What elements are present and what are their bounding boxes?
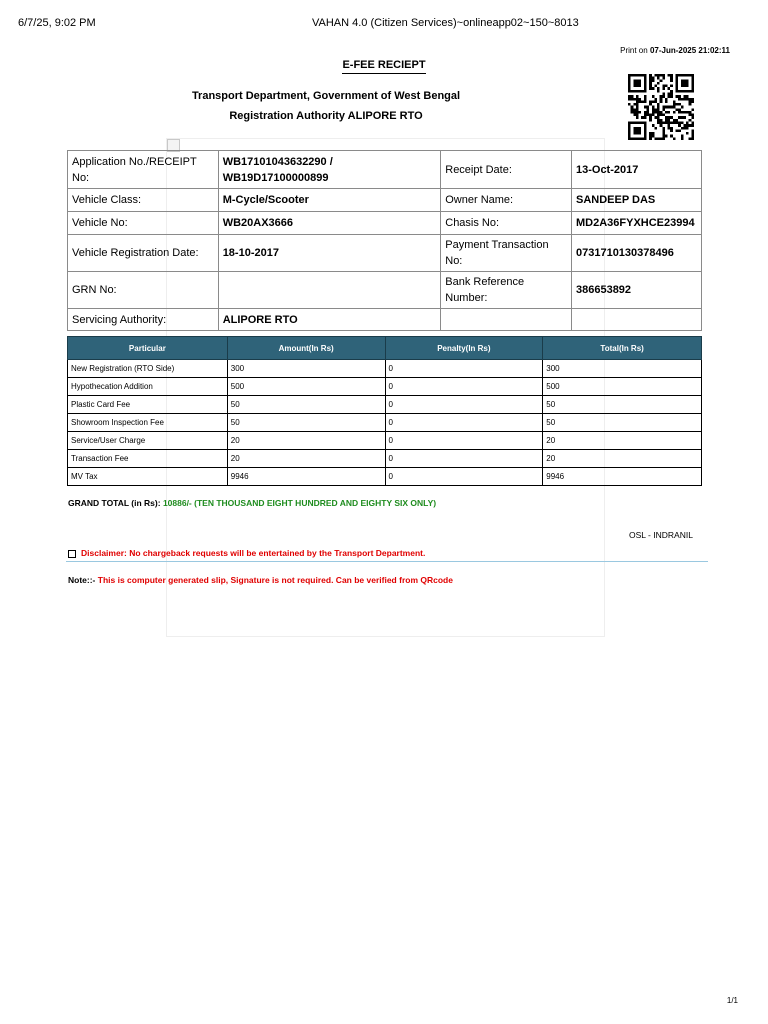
fee-total: 20: [543, 432, 702, 450]
vehicle-info-table: [67, 150, 702, 331]
header-amount: Amount(In Rs): [227, 337, 385, 360]
owner-name-label: Owner Name:: [441, 189, 572, 212]
checkbox-icon: [68, 550, 76, 558]
info-row: [68, 189, 702, 212]
fee-table: [67, 336, 702, 486]
qr-code-icon: [627, 74, 695, 140]
operator-label: OSL - INDRANIL: [629, 530, 693, 540]
vehicle-no-label: Vehicle No:: [68, 212, 219, 235]
fee-penalty: 0: [385, 378, 543, 396]
print-on-value: 07-Jun-2025 21:02:11: [649, 46, 730, 55]
print-on-label: Print on: [620, 46, 648, 55]
table-row: [68, 396, 702, 414]
header-total: Total(In Rs): [543, 337, 702, 360]
fee-particular: MV Tax: [68, 468, 228, 486]
browser-datetime: 6/7/25, 9:02 PM: [18, 17, 96, 29]
table-row: [68, 360, 702, 378]
registration-authority: Registration Authority ALIPORE RTO: [229, 110, 423, 122]
bank-reference-value: 386653892: [571, 272, 701, 309]
grand-total-value: 10886/- (TEN THOUSAND EIGHT HUNDRED AND EIGHTY SIX ONLY): [162, 498, 437, 508]
fee-penalty: 0: [385, 414, 543, 432]
fee-particular: New Registration (RTO Side): [68, 360, 228, 378]
fee-total: 300: [543, 360, 702, 378]
fee-total: 20: [543, 450, 702, 468]
fee-amount: 20: [227, 432, 385, 450]
bank-reference-label: Bank Reference Number:: [441, 272, 572, 309]
receipt-title: E-FEE RECIEPT: [0, 59, 768, 71]
vehicle-class-value: M-Cycle/Scooter: [218, 189, 441, 212]
fee-total: 500: [543, 378, 702, 396]
table-row: [68, 414, 702, 432]
department-name: Transport Department, Government of West Bengal: [191, 90, 461, 102]
chasis-no-label: Chasis No:: [441, 212, 572, 235]
receipt-date-value: 13-Oct-2017: [571, 151, 701, 189]
header-particular: Particular: [68, 337, 228, 360]
fee-penalty: 0: [385, 450, 543, 468]
fee-particular: Plastic Card Fee: [68, 396, 228, 414]
servicing-authority-label: Servicing Authority:: [68, 309, 219, 331]
vehicle-no-value: WB20AX3666: [218, 212, 441, 235]
payment-transaction-label: Payment Transaction No:: [441, 235, 572, 272]
table-row: [68, 450, 702, 468]
page-number: 1/1: [726, 996, 738, 1005]
fee-particular: Hypothecation Addition: [68, 378, 228, 396]
fee-total: 50: [543, 396, 702, 414]
table-row: [68, 468, 702, 486]
fee-particular: Transaction Fee: [68, 450, 228, 468]
disclaimer-text: Disclaimer: No chargeback requests will be entertained by the Transport Department.: [81, 548, 426, 558]
grn-no-label: GRN No:: [68, 272, 219, 309]
note-text: This is computer generated slip, Signature is not required. Can be verified from QRcode: [97, 575, 453, 585]
info-row: [68, 309, 702, 331]
note: [68, 575, 453, 585]
app-no-label: Application No./RECEIPT No:: [68, 151, 219, 189]
fee-amount: 20: [227, 450, 385, 468]
fee-table-header: [68, 337, 702, 360]
info-row: [68, 235, 702, 272]
header-penalty: Penalty(In Rs): [385, 337, 543, 360]
note-label: Note::-: [68, 575, 96, 585]
fee-amount: 50: [227, 414, 385, 432]
grn-no-value: [218, 272, 441, 309]
grand-total-label: GRAND TOTAL (in Rs):: [68, 498, 161, 508]
fee-penalty: 0: [385, 432, 543, 450]
fee-penalty: 0: [385, 360, 543, 378]
fee-total: 50: [543, 414, 702, 432]
fee-amount: 9946: [227, 468, 385, 486]
fee-amount: 50: [227, 396, 385, 414]
info-row: [68, 212, 702, 235]
payment-transaction-value: 0731710130378496: [571, 235, 701, 272]
receipt-date-label: Receipt Date:: [441, 151, 572, 189]
owner-name-value: SANDEEP DAS: [571, 189, 701, 212]
table-row: [68, 432, 702, 450]
divider: [66, 561, 708, 562]
print-on: [620, 46, 730, 55]
fee-total: 9946: [543, 468, 702, 486]
disclaimer: [68, 548, 425, 558]
vehicle-class-label: Vehicle Class:: [68, 189, 219, 212]
fee-particular: Showroom Inspection Fee: [68, 414, 228, 432]
info-row: [68, 151, 702, 189]
servicing-authority-value: ALIPORE RTO: [218, 309, 441, 331]
grand-total: [68, 498, 436, 508]
fee-amount: 500: [227, 378, 385, 396]
chasis-no-value: MD2A36FYXHCE23994: [571, 212, 701, 235]
table-row: [68, 378, 702, 396]
fee-penalty: 0: [385, 396, 543, 414]
reg-date-label: Vehicle Registration Date:: [68, 235, 219, 272]
browser-page-title: VAHAN 4.0 (Citizen Services)~onlineapp02~150~8013: [312, 17, 579, 29]
app-no-value: WB17101043632290 / WB19D17100000899: [218, 151, 441, 189]
empty-cell: [571, 309, 701, 331]
fee-amount: 300: [227, 360, 385, 378]
reg-date-value: 18-10-2017: [218, 235, 441, 272]
fee-penalty: 0: [385, 468, 543, 486]
fee-particular: Service/User Charge: [68, 432, 228, 450]
info-row: [68, 272, 702, 309]
empty-cell: [441, 309, 572, 331]
